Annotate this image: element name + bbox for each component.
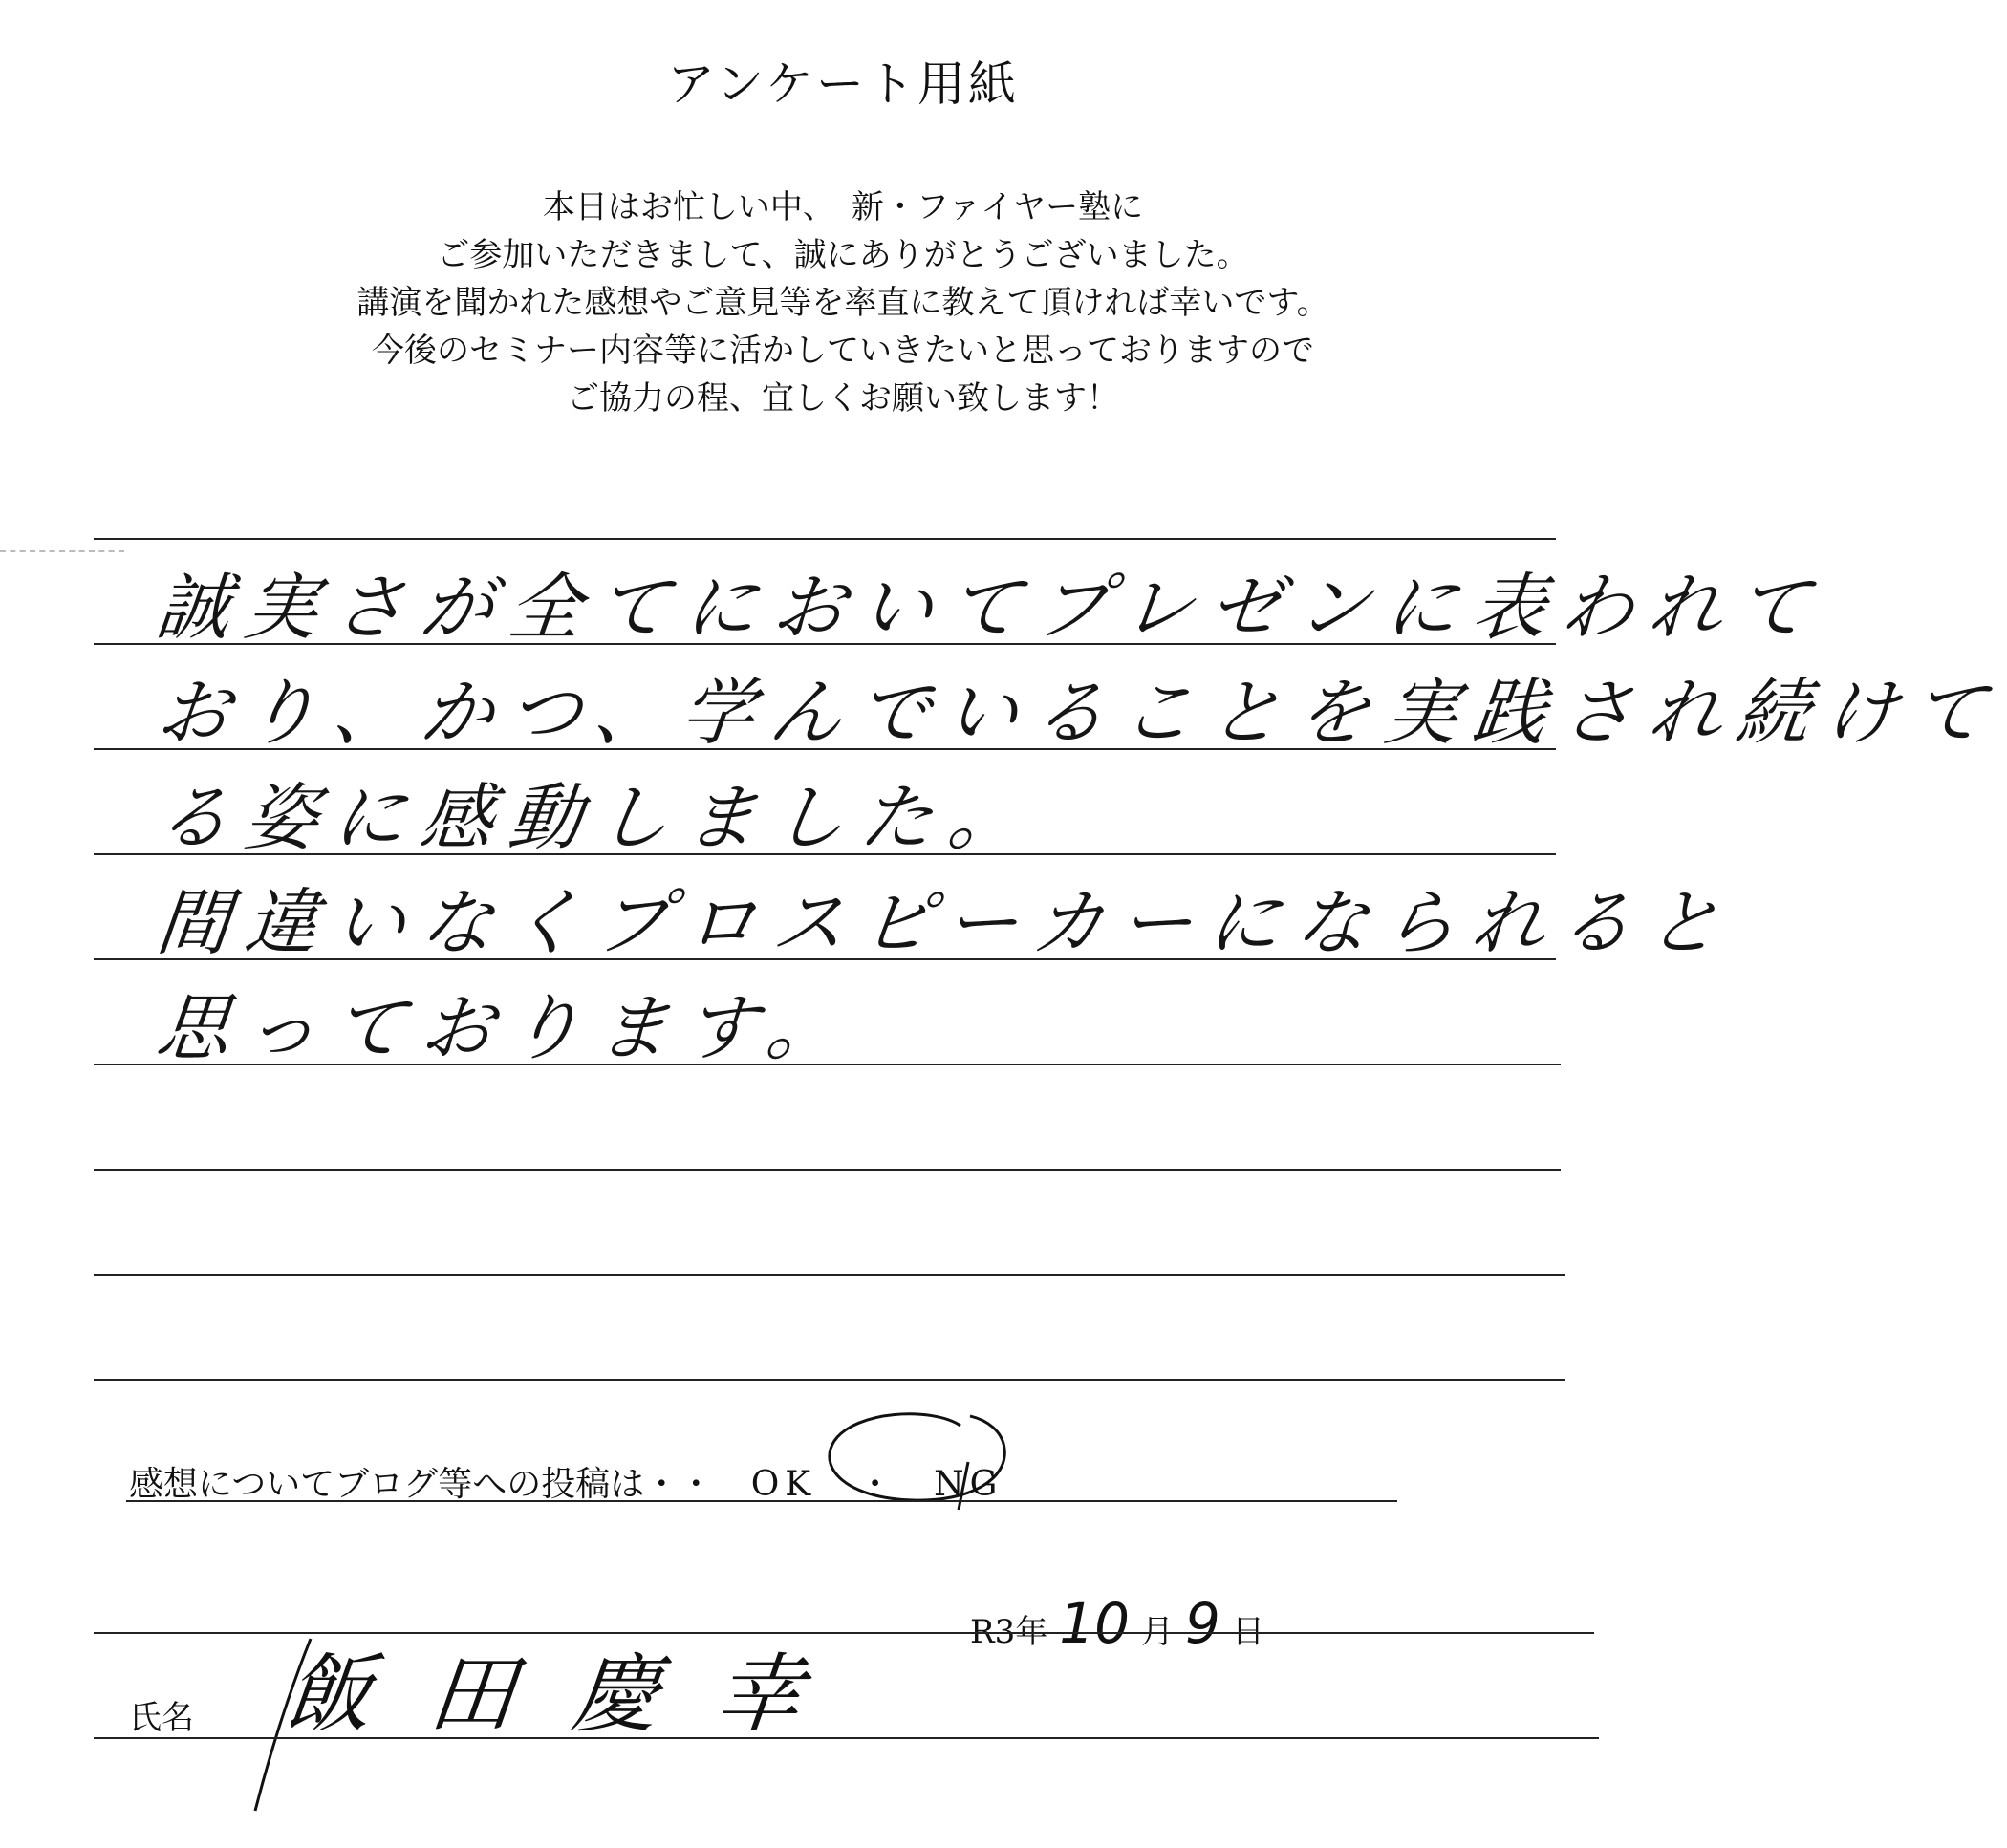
- name-handwritten: 飯田慶幸: [280, 1644, 865, 1745]
- scan-artifact-line: [0, 550, 124, 552]
- blog-permission-separator: ・: [857, 1465, 893, 1504]
- name-label: 氏名: [129, 1699, 194, 1737]
- intro-line: ご協力の程、宜しくお願い致します！: [567, 379, 1119, 418]
- intro-line: 本日はお忙しい中、 新・ファイヤー塾に: [542, 188, 1144, 226]
- date-month: 10: [1059, 1591, 1131, 1656]
- permission-underline: [126, 1500, 1397, 1502]
- ok-selected-circle-icon: [817, 1405, 1013, 1505]
- date-era: R3: [970, 1613, 1016, 1651]
- writing-line: [94, 1274, 1565, 1276]
- blog-permission-ok[interactable]: OK: [750, 1465, 817, 1504]
- writing-line: [94, 1379, 1565, 1381]
- handwritten-response-line: る姿に感動しました。: [152, 775, 1042, 860]
- handwritten-response-line: 思っております。: [152, 985, 859, 1070]
- intro-line: 今後のセミナー内容等に活かしていきたいと思っておりますので: [372, 332, 1314, 370]
- blog-permission-label: 感想についてブログ等への投稿は・・: [129, 1465, 714, 1504]
- form-title: アンケート用紙: [667, 56, 1019, 112]
- intro-text: [0, 183, 1686, 422]
- signature-stroke: [244, 1629, 358, 1820]
- handwritten-response-line: おり、かつ、学んでいることを実践され続けて: [152, 670, 2006, 755]
- name-line: [94, 1737, 1599, 1739]
- writing-line: [94, 1169, 1561, 1171]
- date-day: 9: [1185, 1591, 1220, 1656]
- date-month-unit: 月: [1141, 1613, 1175, 1651]
- date-day-unit: 日: [1231, 1613, 1264, 1651]
- handwritten-response-line: 間違いなくプロスピーカーになられると: [152, 880, 1740, 965]
- intro-line: 講演を聞かれた感想やご意見等を率直に教えて頂ければ幸いです。: [356, 284, 1329, 322]
- date-year-unit: 年: [1015, 1613, 1048, 1651]
- writing-line: [94, 538, 1556, 540]
- date-field: [970, 1591, 1264, 1656]
- blog-permission-ng[interactable]: NG: [934, 1465, 1004, 1504]
- intro-line: ご参加いただきまして、誠にありがとうございました。: [437, 236, 1249, 274]
- handwritten-response-line: 誠実さが全てにおいてプレゼンに表われて: [152, 565, 1830, 650]
